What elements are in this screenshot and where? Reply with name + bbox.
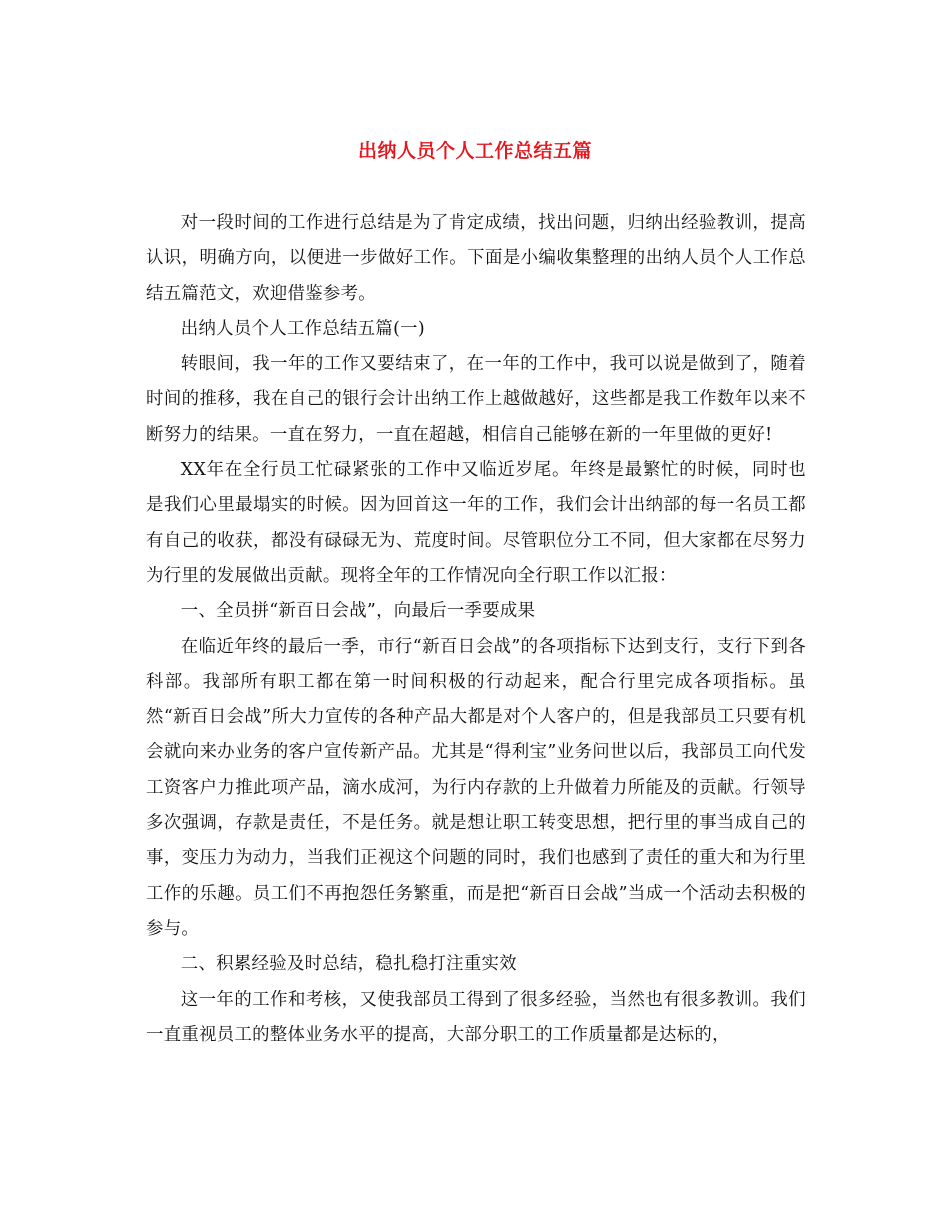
paragraph: 转眼间，我一年的工作又要结束了，在一年的工作中，我可以说是做到了，随着时间的推移，我在自己的银行会计出纳工作上越做越好，这些都是我工作数年以来不断努力的结果。一直在努力，一直在超越，相信自己能够在新的一年里做的更好! (146, 354, 806, 445)
paragraph: 在临近年终的最后一季，市行“新百日会战”的各项指标下达到支行，支行下到各科部。我部所有职工都在第一时间积极的行动起来，配合行里完成各项指标。虽然“新百日会战”所大力宣传的各种产品大都是对个人客户的，但是我部员工只要有机会就向来办业务的客户宣传新产品。尤其是“得利宝”业务问世以后，我部员工向代发工资客户力推此项产品，滴水成河，为行内存款的上升做着力所能及的贡献。行领导多次强调，存款是责任，不是任务。就是想让职工转变思想，把行里的事当成自己的事，变压力为动力，当我们正视这个问题的同时，我们也感到了责任的重大和为行里工作的乐趣。员工们不再抱怨任务繁重，而是把“新百日会战”当成一个活动去积极的参与。 (146, 636, 806, 939)
paragraph-intro: 对一段时间的工作进行总结是为了肯定成绩，找出问题，归纳出经验教训，提高认识，明确方向，以便进一步做好工作。下面是小编收集整理的出纳人员个人工作总结五篇范文，欢迎借鉴参考。 (146, 213, 806, 304)
document-title: 出纳人员个人工作总结五篇 (357, 140, 592, 162)
subheading-two: 二、积累经验及时总结，稳扎稳打注重实效 (180, 954, 517, 975)
paragraph: 这一年的工作和考核，又使我部员工得到了很多经验，当然也有很多教训。我们一直重视员工的整体业务水平的提高，大部分职工的工作质量都是达标的， (146, 989, 806, 1045)
document-body (146, 206, 806, 1053)
section-heading-part-one: 出纳人员个人工作总结五篇(一) (180, 318, 425, 339)
subheading-one: 一、全员拼“新百日会战”，向最后一季要成果 (180, 601, 536, 622)
paragraph: XX年在全行员工忙碌紧张的工作中又临近岁尾。年终是最繁忙的时候，同时也是我们心里最塌实的时候。因为回首这一年的工作，我们会计出纳部的每一名员工都有自己的收获，都没有碌碌无为、荒度时间。尽管职位分工不同，但大家都在尽努力为行里的发展做出贡献。现将全年的工作情况向全行职工作以汇报： (146, 460, 806, 586)
